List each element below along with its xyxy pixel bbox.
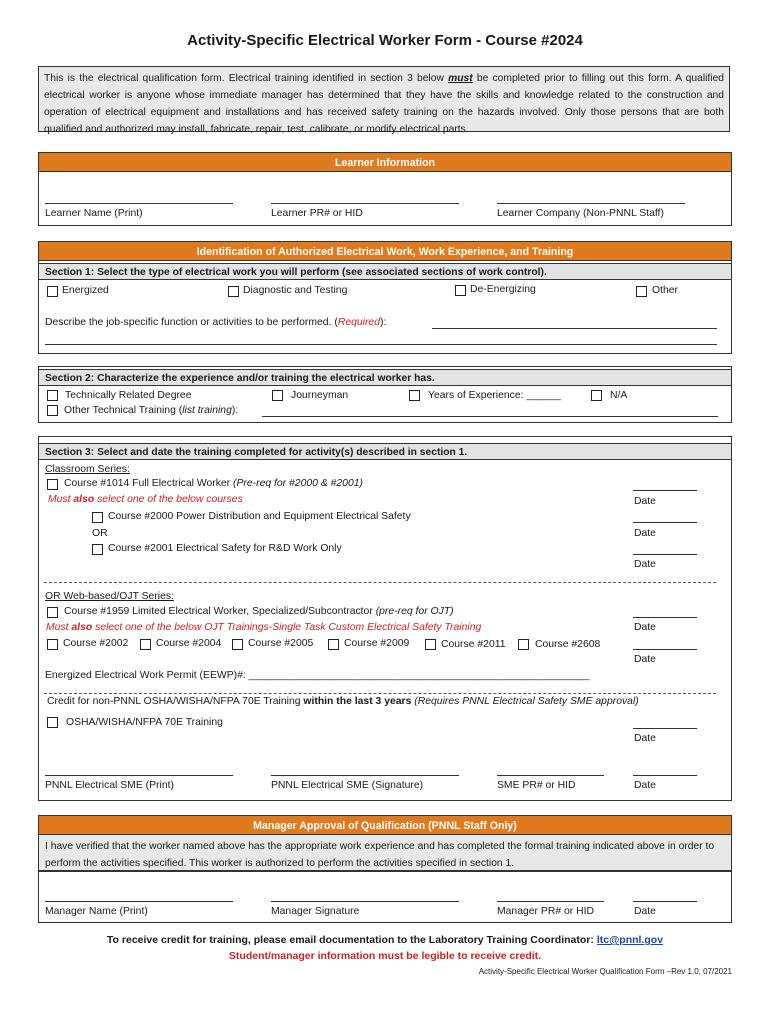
de-energizing-label: De-Energizing: [470, 284, 536, 295]
describe-label: [45, 317, 386, 328]
journeyman-label: Journeyman: [291, 390, 349, 401]
c2002-label: Course #2002: [63, 638, 129, 649]
learner-company-label: Learner Company (Non-PNNL Staff): [497, 208, 664, 219]
page-title: Activity-Specific Electrical Worker Form - Course #2024: [187, 32, 583, 49]
must-also-classroom: [48, 494, 243, 505]
diagnostic-label: Diagnostic and Testing: [243, 285, 348, 296]
na-label: N/A: [610, 390, 628, 401]
manager-pr-line[interactable]: [497, 901, 604, 902]
describe-input-line[interactable]: [432, 328, 717, 329]
credit-label: [47, 696, 639, 707]
osha-label: OSHA/WISHA/NFPA 70E Training: [66, 717, 223, 728]
c2005-checkbox[interactable]: [232, 639, 243, 650]
manager-text: I have verified that the worker named above has the appropriate work experience and has completed the formal training indicated above in order to perform the activities specified. This worker is authorized to perform the activities specified in section 1.: [38, 834, 732, 871]
intro-must: must: [448, 73, 473, 84]
intro-part: be completed prior to filling out this form. A qualified electrical worker is anyone whose immediate manager has determined that they have the skills and knowledge related to the construction and operation of electrical equipment and installations and has received safety training on the hazards involved. Only those persons that are both qualified and authorized may install, fabricate, repair, test, calibrate, or modify electrical parts.: [44, 73, 725, 135]
classroom-series: Classroom Series:: [45, 464, 130, 475]
c2009-label: Course #2009: [344, 638, 410, 649]
manager-name-line[interactable]: [45, 901, 233, 902]
manager-sign-label: Manager Signature: [271, 906, 360, 917]
credit-text: Credit for non-PNNL OSHA/WISHA/NFPA 70E Training: [47, 696, 304, 707]
c2011-checkbox[interactable]: [425, 639, 436, 650]
sme-print-line[interactable]: [45, 775, 233, 776]
diagnostic-checkbox[interactable]: [228, 286, 239, 297]
section3-box: [38, 436, 732, 801]
describe-input-line-2[interactable]: [45, 344, 717, 345]
must-rest: select one of the below courses: [94, 494, 243, 505]
c1014-text: Course #1014 Full Electrical Worker: [64, 478, 234, 489]
c1014-date-label: Date: [634, 496, 656, 507]
c2009-checkbox[interactable]: [328, 639, 339, 650]
sme-date-label: Date: [634, 780, 656, 791]
journeyman-checkbox[interactable]: [272, 390, 283, 401]
also-text: also: [71, 622, 93, 633]
other-training-italic: list training: [182, 405, 232, 416]
email-link[interactable]: ltc@pnnl.gov: [596, 934, 664, 946]
learner-header: Learner Information: [38, 152, 732, 172]
describe-suffix: ):: [379, 317, 387, 328]
learner-pr-label: Learner PR# or HID: [271, 208, 363, 219]
manager-sign-line[interactable]: [271, 901, 459, 902]
other-training-label: [64, 405, 238, 416]
must-text: Must: [48, 494, 74, 505]
sme-sign-label: PNNL Electrical SME (Signature): [271, 780, 424, 791]
manager-name-label: Manager Name (Print): [45, 906, 148, 917]
years-checkbox[interactable]: [409, 390, 420, 401]
manager-date-line[interactable]: [633, 901, 697, 902]
energized-label: Energized: [62, 285, 109, 296]
c1014-label: [64, 478, 363, 489]
divider: [44, 693, 716, 694]
ojt-date-line[interactable]: [633, 649, 697, 650]
intro-part: This is the electrical qualification form. Electrical training identified in section 3 below: [44, 73, 449, 84]
footer-line1: [0, 934, 770, 946]
sme-pr-label: SME PR# or HID: [497, 780, 576, 791]
learner-name-label: Learner Name (Print): [45, 208, 143, 219]
c2004-label: Course #2004: [156, 638, 222, 649]
revision-label: Activity-Specific Electrical Worker Qualification Form –Rev 1.0, 07/2021: [478, 967, 732, 976]
c1959-checkbox[interactable]: [47, 607, 58, 618]
osha-date-label: Date: [634, 733, 656, 744]
also-text: also: [73, 494, 95, 505]
c2001-checkbox[interactable]: [92, 544, 103, 555]
footer-text: To receive credit for training, please email documentation to the Laboratory Training Coordinator:: [106, 934, 597, 946]
manager-header: Manager Approval of Qualification (PNNL Staff Only): [38, 815, 732, 835]
c2001-label: Course #2001 Electrical Safety for R&D Work Only: [108, 543, 342, 554]
c1959-date-line[interactable]: [633, 617, 697, 618]
degree-label: Technically Related Degree: [65, 390, 192, 401]
other-training-prefix: Other Technical Training (: [64, 405, 183, 416]
describe-prefix: Describe the job-specific function or activities to be performed. (: [45, 317, 338, 328]
other-label: Other: [652, 285, 678, 296]
c1014-checkbox[interactable]: [47, 479, 58, 490]
learner-pr-line[interactable]: [271, 203, 459, 204]
c2608-checkbox[interactable]: [518, 639, 529, 650]
footer-line2: Student/manager information must be legible to receive credit.: [228, 950, 542, 962]
c1014-date-line[interactable]: [633, 490, 697, 491]
credit-note: (Requires PNNL Electrical Safety SME approval): [411, 696, 639, 707]
c2000-checkbox[interactable]: [92, 512, 103, 523]
c2011-label: Course #2011: [441, 639, 506, 650]
c2001-date-line[interactable]: [633, 554, 697, 555]
section3-title: Section 3: Select and date the training completed for activity(s) described in section 1.: [38, 443, 732, 460]
sme-date-line[interactable]: [633, 775, 697, 776]
c2000-date-label: Date: [634, 528, 656, 539]
divider: [44, 582, 716, 583]
degree-checkbox[interactable]: [47, 390, 58, 401]
other-checkbox[interactable]: [636, 286, 647, 297]
identification-header: Identification of Authorized Electrical Work, Work Experience, and Training: [38, 241, 732, 261]
sme-print-label: PNNL Electrical SME (Print): [45, 780, 174, 791]
learner-name-line[interactable]: [45, 203, 233, 204]
c2002-checkbox[interactable]: [47, 639, 58, 650]
c2004-checkbox[interactable]: [140, 639, 151, 650]
c1959-label: [64, 606, 454, 617]
section2-title: Section 2: Characterize the experience and/or training the electrical worker has.: [38, 369, 732, 386]
c1959-text: Course #1959 Limited Electrical Worker, Specialized/Subcontractor: [64, 606, 376, 617]
must-also-ojt: [46, 622, 481, 633]
describe-required: Required: [337, 317, 380, 328]
sme-sign-line[interactable]: [271, 775, 459, 776]
must-text: Must: [46, 622, 72, 633]
eewp-label: Energized Electrical Work Permit (EEWP)#: ___________________________________________________________: [45, 670, 590, 681]
manager-pr-label: Manager PR# or HID: [497, 906, 595, 917]
ojt-date-label: Date: [634, 654, 656, 665]
section1-title: Section 1: Select the type of electrical work you will perform (see associated sections of work control).: [38, 263, 732, 280]
intro-text: [38, 66, 730, 135]
learner-company-line[interactable]: [497, 203, 685, 204]
de-energizing-checkbox[interactable]: [455, 285, 466, 296]
other-training-suffix: ):: [231, 405, 239, 416]
credit-bold: within the last 3 years: [303, 696, 412, 707]
sme-pr-line[interactable]: [497, 775, 604, 776]
other-training-checkbox[interactable]: [47, 405, 58, 416]
manager-date-label: Date: [634, 906, 656, 917]
or-label: OR: [92, 528, 108, 539]
c1014-note: (Pre-req for #2000 & #2001): [233, 478, 363, 489]
other-training-line[interactable]: [262, 416, 718, 417]
c2608-label: Course #2608: [535, 639, 601, 650]
osha-checkbox[interactable]: [47, 717, 58, 728]
c2001-date-label: Date: [634, 559, 656, 570]
na-checkbox[interactable]: [591, 390, 602, 401]
osha-date-line[interactable]: [633, 728, 697, 729]
years-label: Years of Experience: ______: [428, 390, 562, 401]
c2005-label: Course #2005: [248, 638, 314, 649]
must-rest: select one of the below OJT Trainings-Single Task Custom Electrical Safety Training: [92, 622, 482, 633]
c1959-note: (pre-req for OJT): [375, 606, 454, 617]
c1959-date-label: Date: [634, 622, 656, 633]
energized-checkbox[interactable]: [47, 286, 58, 297]
web-series: OR Web-based/OJT Series:: [45, 591, 174, 602]
c2000-label: Course #2000 Power Distribution and Equipment Electrical Safety: [108, 511, 411, 522]
c2000-date-line[interactable]: [633, 522, 697, 523]
